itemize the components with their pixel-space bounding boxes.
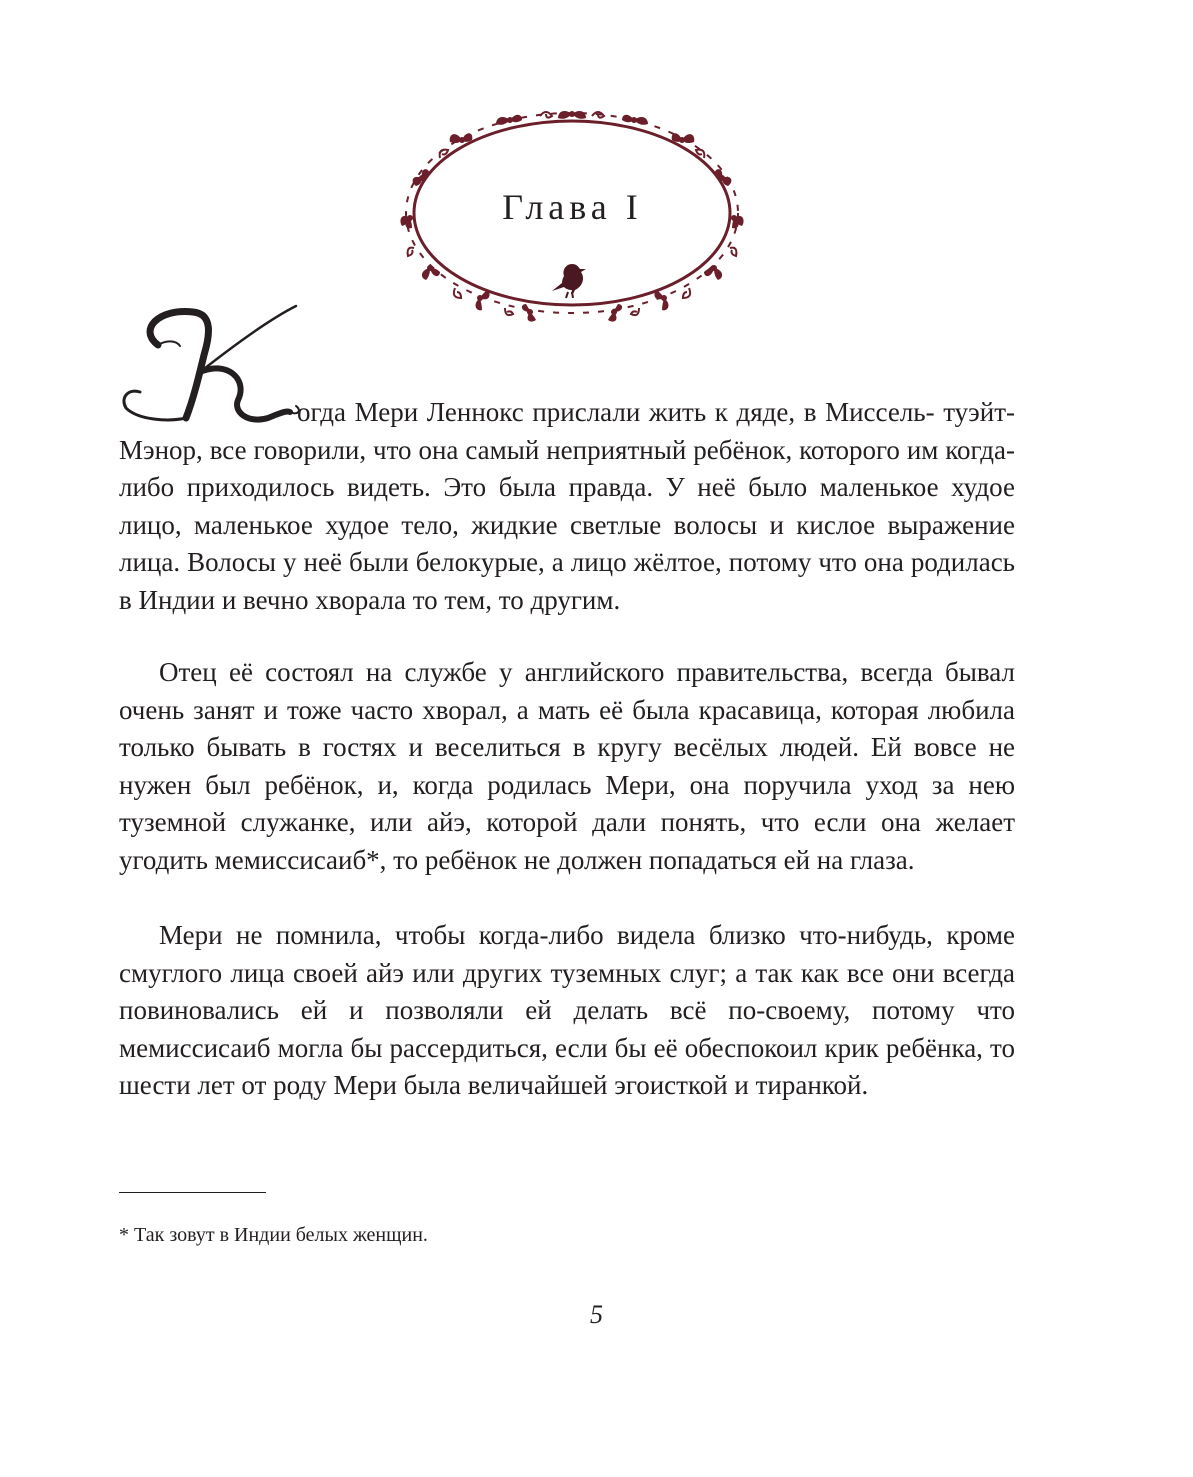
bird-icon [552,264,586,298]
chapter-title: Глава I [502,187,643,227]
paragraph-3-text: Мери не помнила, чтобы когда-либо видела близко что-нибудь, кроме смуглого лица своей айэ или других туземных слуг; а так как все они всегда повиновались ей и позволяли ей делать всё по-своему, потому что мемиссисаиб могла бы рассердиться, если бы её обеспокоил крик ребёнка, то шести лет от роду Мери была величайшей эгоисткой и тиранкой. [119,920,1015,1100]
footnote: * Так зовут в Индии белых женщин. [119,1224,428,1246]
paragraph-3 [119,917,1015,1105]
paragraph-2 [119,654,1015,879]
page-number: 5 [590,1300,603,1329]
paragraph-1-rest: туэйт-Мэнор, все говорили, что она самый неприятный ребёнок, которого им когда-либо приходилось видеть. Это была правда. У неё было маленькое худое лицо, маленькое худое тело, жидкие светлые волосы и кислое выражение лица. Волосы у неё были белокурые, а лицо жёлтое, потому что она родилась в Индии и вечно хворала то тем, то другим. [119,397,1016,615]
paragraph-1 [119,394,1015,619]
chapter-ornament-frame [400,108,745,328]
footnote-divider [119,1192,266,1193]
paragraph-2-text: Отец её состоял на службе у английского правительства, всегда бывал очень занят и тоже часто хворал, а мать её была красавица, которая любила только бывать в гостях и веселиться в кругу весёлых людей. Ей вовсе не нужен был ребёнок, и, когда родилась Мери, она поручила уход за нею туземной служанке, или айэ, которой дали понять, что если она желает угодить мемиссисаиб*, то ребёнок не должен попадаться ей на глаза. [119,657,1015,875]
paragraph-1-first-line: огда Мери Леннокс прислали жить к дяде, в Миссель- [297,397,935,427]
